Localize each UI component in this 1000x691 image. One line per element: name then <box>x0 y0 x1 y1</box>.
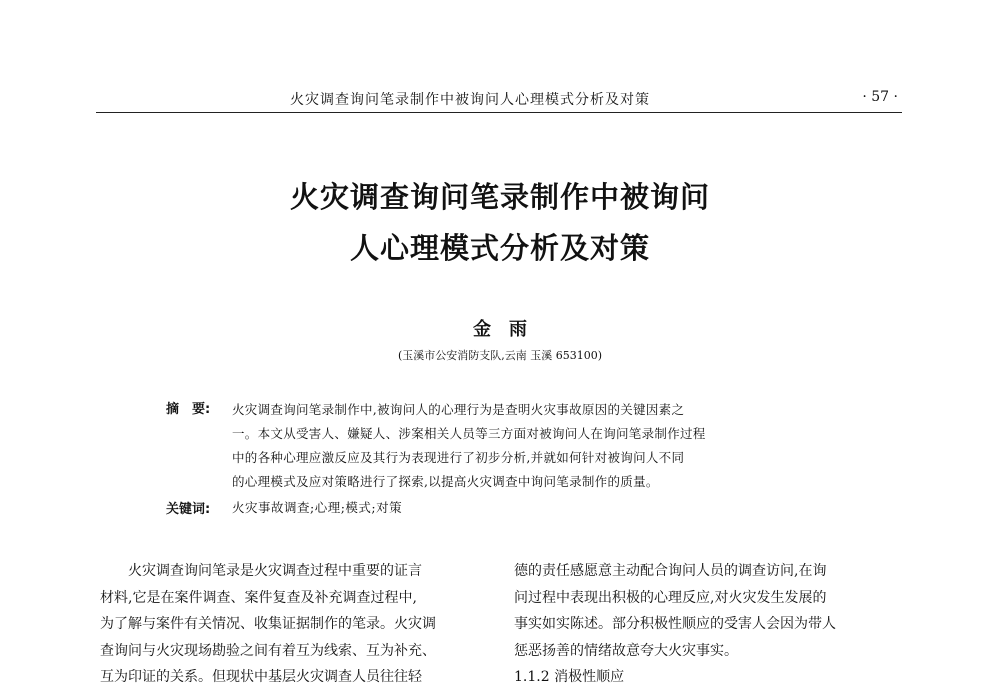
paper-title <box>0 172 1000 274</box>
keywords-label: 关键词: <box>166 502 211 517</box>
body-line: 惩恶扬善的情绪故意夸大火灾事实。 <box>514 642 738 659</box>
page-number: · 57 · <box>862 89 898 105</box>
abstract-label: 摘 要: <box>166 402 211 417</box>
abstract-line: 火灾调查询问笔录制作中,被询问人的心理行为是查明火灾事故原因的关键因素之 <box>232 402 685 417</box>
author-affiliation: (玉溪市公安消防支队,云南 玉溪 653100) <box>397 349 603 362</box>
body-column-right <box>514 558 906 691</box>
keywords-text: 火灾事故调查;心理;模式;对策 <box>232 500 403 515</box>
abstract-text <box>232 398 832 494</box>
body-line: 问过程中表现出积极的心理反应,对火灾发生发展的 <box>514 589 827 606</box>
body-line: 事实如实陈述。部分积极性顺应的受害人会因为带人 <box>514 616 836 632</box>
body-line: 查询问与火灾现场勘验之间有着互为线索、互为补充、 <box>100 642 436 659</box>
running-title: 火灾调查询问笔录制作中被询问人心理模式分析及对策 <box>290 92 650 108</box>
body-line: 火灾调查询问笔录是火灾调查过程中重要的证言 <box>100 563 422 579</box>
title-line: 火灾调查询问笔录制作中被询问 <box>289 180 710 214</box>
author-name: 金雨 <box>473 319 545 340</box>
running-header <box>96 88 902 113</box>
body-line: 材料,它是在案件调查、案件复查及补充调查过程中, <box>100 589 417 606</box>
abstract-line: 一。本文从受害人、嫌疑人、涉案相关人员等三方面对被询问人在询问笔录制作过程 <box>232 426 706 441</box>
title-line: 人心理模式分析及对策 <box>349 231 650 265</box>
body-column-left <box>100 558 492 691</box>
body-line: 互为印证的关系。但现状中基层火灾调查人员往往轻 <box>100 669 422 685</box>
section-heading: 1.1.2 消极性顺应 <box>514 669 625 685</box>
body-line: 为了解与案件有关情况、收集证据制作的笔录。火灾调 <box>100 616 436 632</box>
body-line: 德的责任感愿意主动配合询问人员的调查访问,在询 <box>514 563 827 579</box>
abstract-line: 中的各种心理应激反应及其行为表现进行了初步分析,并就如何针对被询问人不同 <box>232 450 685 465</box>
abstract-line: 的心理模式及应对策略进行了探索,以提高火灾调查中询问笔录制作的质量。 <box>232 474 659 489</box>
